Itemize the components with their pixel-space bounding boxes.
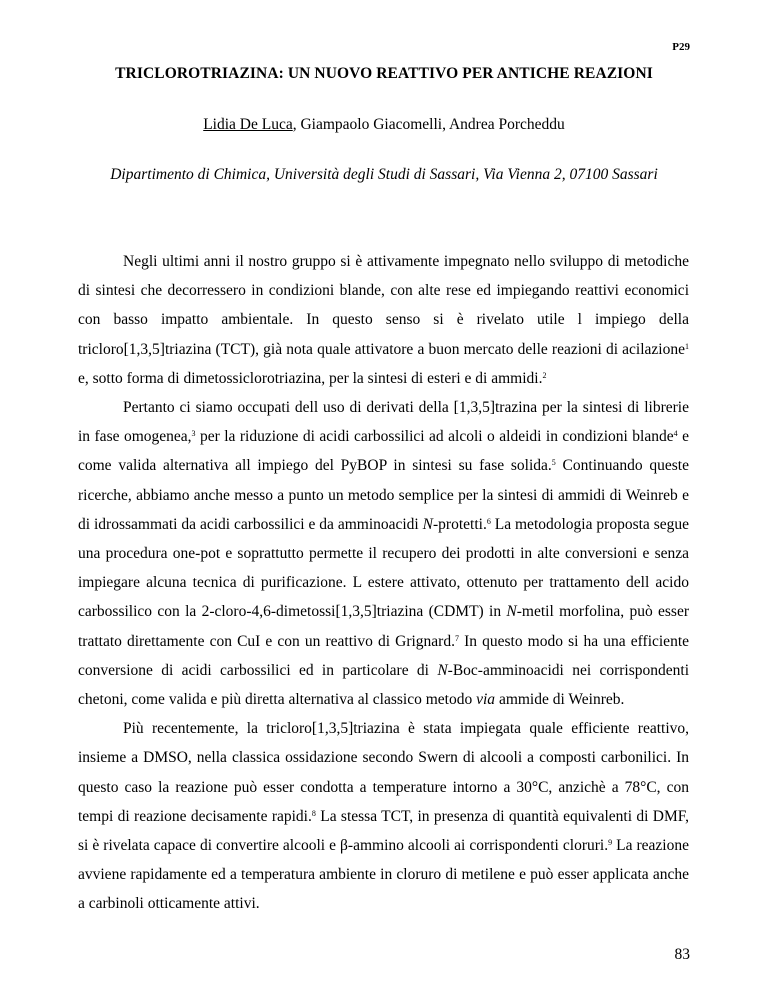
italic-prefix: N — [422, 515, 434, 533]
poster-code: P29 — [672, 41, 690, 53]
reference-mark: 3 — [191, 429, 196, 439]
text-run: -protetti. — [433, 515, 487, 533]
italic-prefix: N — [506, 603, 517, 621]
text-run: ammide di Weinreb. — [495, 691, 625, 709]
text-run: per la riduzione di acidi carbossilici ad alcoli o aldeidi in condizioni blande — [195, 428, 674, 446]
reference-mark: 7 — [454, 633, 459, 643]
text-run: Pertanto ci siamo occupati dell uso di derivati della [1,3,5]trazina per la sintesi di librerie in fase omogenea, — [78, 399, 689, 446]
presenting-author: Lidia De Luca — [203, 116, 293, 133]
text-run: La metodologia proposta segue una procedura one-pot e soprattutto permette il recupero dei prodotti in alte conversioni e senza impiegare alcuna tecnica di purificazione. L estere attivato, ottenuto per trattamento dell acido carbossilico con la 2-cloro-4,6-dimetossi[1,3,5]triazina (CDMT) in — [78, 515, 689, 621]
reference-mark: 2 — [542, 370, 547, 380]
text-run: -Boc-amminoacidi nei corrispondenti chetoni, come valida e più diretta alternativa al classico metodo — [78, 661, 689, 709]
paper-title: TRICLOROTRIAZINA: UN NUOVO REATTIVO PER ANTICHE REAZIONI — [115, 65, 653, 82]
co-authors: , Giampaolo Giacomelli, Andrea Porcheddu — [292, 116, 565, 133]
text-run: e come valida alternativa all impiego del PyBOP in sintesi su fase solida. — [78, 428, 689, 475]
reference-mark: 5 — [551, 458, 556, 468]
text-run: Più recentemente, la tricloro[1,3,5]triazina è stata impiegata quale efficiente reattivo, insieme a DMSO, nella classica ossidazione secondo Swern di alcooli a composti carbonilici. In questo caso la reazione può esser condotta a temperature intorno a 30°C, anzichè a 78°C, con tempi di reazione decisamente rapidi. — [78, 720, 689, 825]
author-list — [0, 116, 768, 134]
paragraph-1 — [78, 247, 689, 393]
reference-mark: 8 — [311, 808, 316, 818]
reference-mark: 9 — [608, 838, 613, 848]
text-run: La stessa TCT, in presenza di quantità equivalenti di DMF, si è rivelata capace di convertire alcoolі e β-ammino alcooli ai corrispondenti cloruri. — [78, 807, 689, 855]
italic-word: via — [476, 691, 496, 709]
text-run: e, sotto forma di dimetossiclorotriazina, per la sintesi di esteri e di ammidi. — [78, 369, 543, 387]
page-number: 83 — [674, 946, 690, 963]
abstract-body — [78, 247, 689, 919]
reference-mark: 4 — [673, 429, 678, 439]
affiliation: Dipartimento di Chimica, Università degli Studi di Sassari, Via Vienna 2, 07100 Sassari — [110, 166, 658, 183]
text-run: -metil morfolina, può esser trattato direttamente con CuI e con un reattivo di Grignard. — [78, 603, 690, 650]
reference-mark: 6 — [486, 516, 491, 526]
text-run: Continuando queste ricerche, abbiamo anche messo a punto un metodo semplice per la sintesi di ammidi di Weinreb e di idrossammati da acidi carbossilici e da amminoacidi — [78, 457, 689, 533]
text-run: In questo modo si ha una efficiente conversione di acidi carbossilici ed in particolare di — [78, 632, 689, 679]
italic-prefix: N — [437, 661, 448, 679]
paragraph-2 — [78, 393, 689, 714]
reference-mark: 1 — [685, 341, 689, 351]
text-run: La reazione avviene rapidamente ed a temperatura ambiente in cloruro di metilene e può esser applicata anche a carbinoli otticamente attivi. — [78, 837, 689, 913]
paragraph-3 — [78, 714, 689, 918]
text-run: Negli ultimi anni il nostro gruppo si è attivamente impegnato nello sviluppo di metodiche di sintesi che decorressero in condizioni blande, con alte rese ed impiegando reattivi economici con basso impatto ambientale. In questo senso si è rivelato utile l impiego della tricloro[1,3,5]triazina (TCT), già nota quale attivatore a buon mercato delle reazioni di acilazione — [78, 253, 689, 358]
